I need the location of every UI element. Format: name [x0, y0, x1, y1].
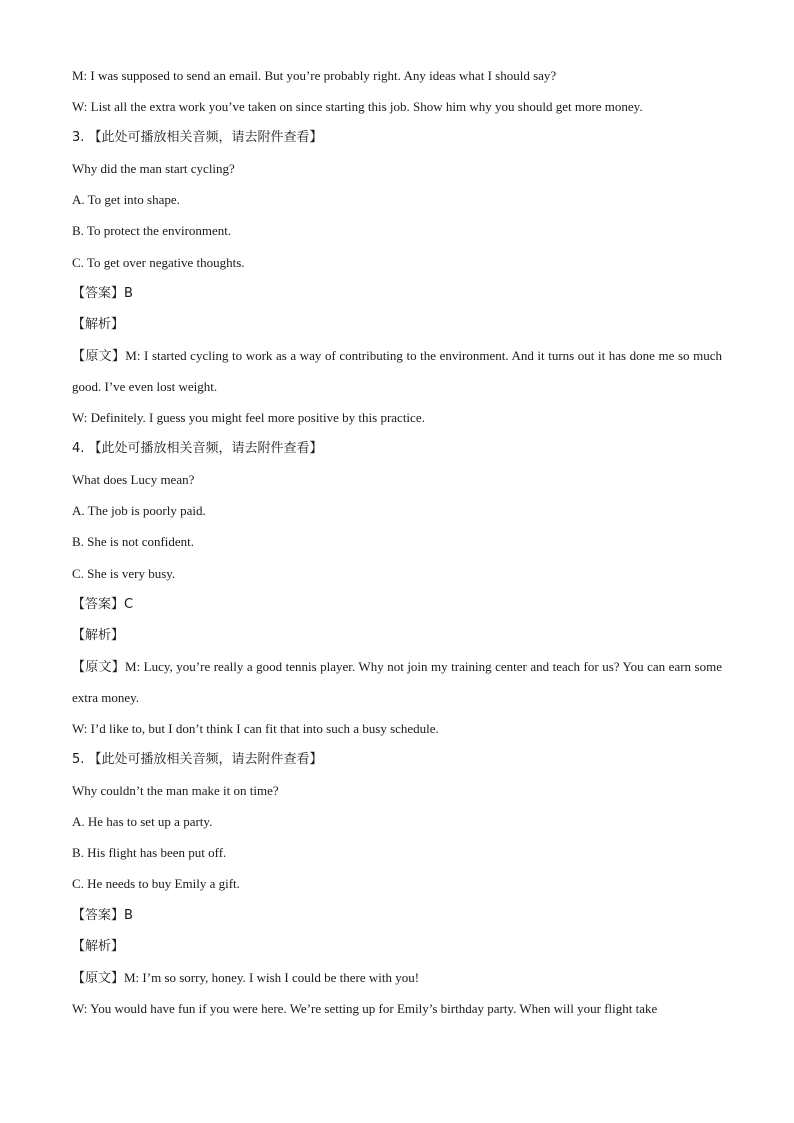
question-3-transcript: 【原文】M: I started cycling to work as a way of contributing to the environment. And it turns out it has done me so much good. I’ve even lost weight. [72, 347, 722, 394]
question-5-option-b: B. His flight has been put off. [72, 845, 227, 861]
question-3-analysis-heading: 【解析】 [72, 316, 125, 332]
question-5-option-c: C. He needs to buy Emily a gift. [72, 876, 240, 892]
question-5-transcript: 【原文】M: I’m so sorry, honey. I wish I could be there with you! [72, 969, 420, 985]
dialogue-line: W: Definitely. I guess you might feel more positive by this practice. [72, 410, 425, 426]
question-4-answer: 【答案】C [72, 596, 134, 612]
question-5-answer: 【答案】B [72, 907, 133, 923]
question-5-analysis-heading: 【解析】 [72, 938, 125, 954]
question-3-option-c: C. To get over negative thoughts. [72, 254, 245, 270]
question-3-prompt: Why did the man start cycling? [72, 161, 235, 177]
dialogue-line: W: You would have fun if you were here. We’re setting up for Emily’s birthday party. When will your flight take [72, 1000, 658, 1016]
question-4-option-c: C. She is very busy. [72, 565, 176, 581]
question-4-option-a: A. The job is poorly paid. [72, 503, 206, 519]
question-5-audio-note: 5. 【此处可播放相关音频，请去附件查看】 [72, 752, 323, 768]
question-5-prompt: Why couldn’t the man make it on time? [72, 783, 279, 799]
dialogue-line: W: I’d like to, but I don’t think I can fit that into such a busy schedule. [72, 720, 439, 736]
document-page [72, 60, 722, 1024]
question-4-audio-note: 4. 【此处可播放相关音频，请去附件查看】 [72, 441, 323, 457]
dialogue-line: W: List all the extra work you’ve taken on since starting this job. Show him why you should get more money. [72, 99, 643, 115]
dialogue-line: M: I was supposed to send an email. But you’re probably right. Any ideas what I should say? [72, 68, 557, 83]
question-4-transcript: 【原文】M: Lucy, you’re really a good tennis player. Why not join my training center and teach for us? You can earn some extra money. [72, 658, 722, 705]
question-5-option-a: A. He has to set up a party. [72, 814, 213, 830]
question-4-analysis-heading: 【解析】 [72, 627, 125, 643]
question-3-option-a: A. To get into shape. [72, 192, 180, 208]
question-4-prompt: What does Lucy mean? [72, 472, 195, 488]
question-3-audio-note: 3. 【此处可播放相关音频，请去附件查看】 [72, 130, 323, 146]
question-3-option-b: B. To protect the environment. [72, 223, 232, 239]
question-3-answer: 【答案】B [72, 285, 133, 301]
question-4-option-b: B. She is not confident. [72, 534, 195, 550]
